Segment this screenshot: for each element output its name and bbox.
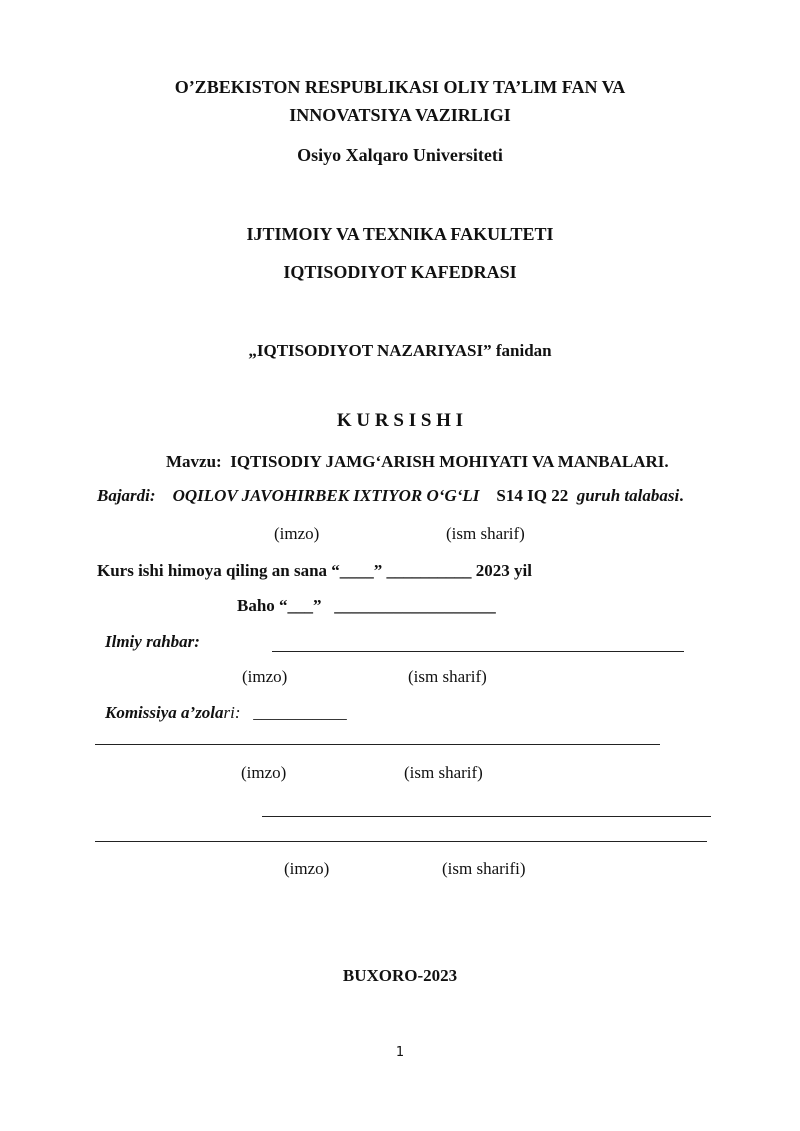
supervisor-label: Ilmiy rahbar: — [105, 632, 200, 651]
city-year: BUXORO-2023 — [342, 966, 458, 985]
university-name: Osiyo Xalqaro Universiteti — [297, 145, 503, 165]
ministry-line-1: O’ZBEKISTON RESPUBLIKASI OLIY TA’LIM FAN VA — [174, 77, 626, 97]
faculty-name: IJTIMOIY VA TEXNIKA FAKULTETI — [246, 224, 554, 244]
full-name-label-3: (ism sharif) — [404, 763, 483, 782]
department-name: IQTISODIYOT KAFEDRASI — [283, 262, 517, 282]
signature-label-2: (imzo) — [242, 667, 288, 686]
defense-date: Kurs ishi himoya qiling an sana “____” __________ 2023 yil — [97, 561, 532, 580]
signature-label-1: (imzo) — [274, 524, 320, 543]
page-number: 1 — [395, 1045, 405, 1060]
signature-label-4: (imzo) — [284, 859, 330, 878]
supervisor-signature-line — [272, 651, 684, 652]
grade-blank: ___________________ — [334, 596, 496, 615]
ministry-line-2: INNOVATSIYA VAZIRLIGI — [289, 105, 511, 125]
topic-line — [166, 452, 669, 472]
full-name-label-4: (ism sharifi) — [442, 859, 526, 878]
commission-signature-line-3 — [95, 841, 707, 842]
performer-period: . — [679, 486, 684, 505]
work-title: K U R S I S H I — [336, 410, 464, 431]
performer-name: OQILOV JAVOHIRBEK IXTIYOR O‘G‘LI — [172, 486, 480, 505]
commission-line — [105, 703, 347, 723]
full-name-label-2: (ism sharif) — [408, 667, 487, 686]
performer-group: S14 IQ 22 — [496, 486, 569, 505]
topic-value: IQTISODIY JAMG‘ARISH MOHIYATI VA MANBALARI. — [230, 452, 669, 471]
full-name-label-1: (ism sharif) — [446, 524, 525, 543]
commission-signature-line-2 — [262, 816, 711, 817]
topic-label: Mavzu: — [166, 452, 222, 471]
commission-blank: ___________ — [253, 703, 347, 722]
grade-label: Baho “___” — [237, 596, 322, 615]
performer-line — [97, 486, 683, 506]
subject-line: „IQTISODIYOT NAZARIYASI” fanidan — [248, 341, 552, 360]
grade-line — [237, 596, 496, 616]
performer-role: guruh talabasi — [576, 486, 680, 505]
commission-label-suffix: ri: — [223, 703, 241, 722]
commission-label: Komissiya a’zola — [105, 703, 224, 722]
signature-label-3: (imzo) — [241, 763, 287, 782]
commission-signature-line-1 — [95, 744, 660, 745]
performer-label: Bajardi: — [97, 486, 156, 505]
